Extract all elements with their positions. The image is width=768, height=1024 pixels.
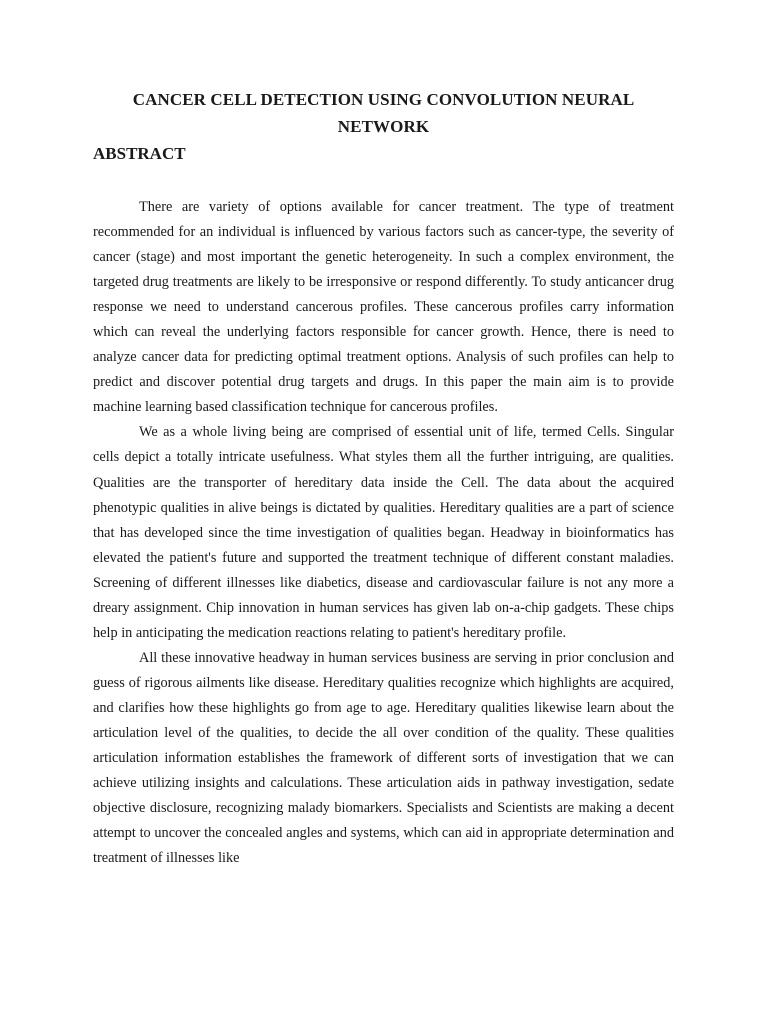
document-page xyxy=(93,86,674,871)
document-title: CANCER CELL DETECTION USING CONVOLUTION NEURAL NETWORK xyxy=(132,90,635,136)
paragraph-1: There are variety of options available for cancer treatment. The type of treatment recommended for an individual is influenced by various factors such as cancer-type, the severity of cancer (stage) and most important the genetic heterogeneity. In such a complex environment, the targeted drug treatments are likely to be irresponsive or respond differently. To study anticancer drug response we need to understand cancerous profiles. These cancerous profiles carry information which can reveal the underlying factors responsible for cancer growth. Hence, there is need to analyze cancer data for predicting optimal treatment options. Analysis of such profiles can help to predict and discover potential drug targets and drugs. In this paper the main aim is to provide machine learning based classification technique for cancerous profiles. xyxy=(93,199,674,416)
abstract-body xyxy=(93,195,674,871)
paragraph-2: We as a whole living being are comprised of essential unit of life, termed Cells. Singular cells depict a totally intricate usefulness. What styles them all the further intriguing, are qualities. Qualities are the transporter of hereditary data inside the Cell. The data about the acquired phenotypic qualities in alive beings is dictated by qualities. Hereditary qualities are a part of science that has developed since the time investigation of qualities began. Headway in bioinformatics has elevated the patient's future and supported the treatment technique of different constant maladies. Screening of different illnesses like diabetics, disease and cardiovascular failure is not any more a dreary assignment. Chip innovation in human services has given lab on-a-chip gadgets. These chips help in anticipating the medication reactions relating to patient's hereditary profile. xyxy=(93,424,674,641)
paragraph-3: All these innovative headway in human services business are serving in prior conclusion and guess of rigorous ailments like disease. Hereditary qualities recognize which highlights are acquired, and clarifies how these highlights go from age to age. Hereditary qualities likewise learn about the articulation level of the qualities, to decide the all over condition of the quality. These qualities articulation information establishes the framework of different sorts of investigation that we can achieve utilizing insights and calculations. These articulation aids in pathway investigation, sedate objective disclosure, recognizing malady biomarkers. Specialists and Scientists are making a decent attempt to uncover the concealed angles and systems, which can aid in appropriate determination and treatment of illnesses like xyxy=(93,649,674,867)
abstract-heading: ABSTRACT xyxy=(93,144,186,163)
